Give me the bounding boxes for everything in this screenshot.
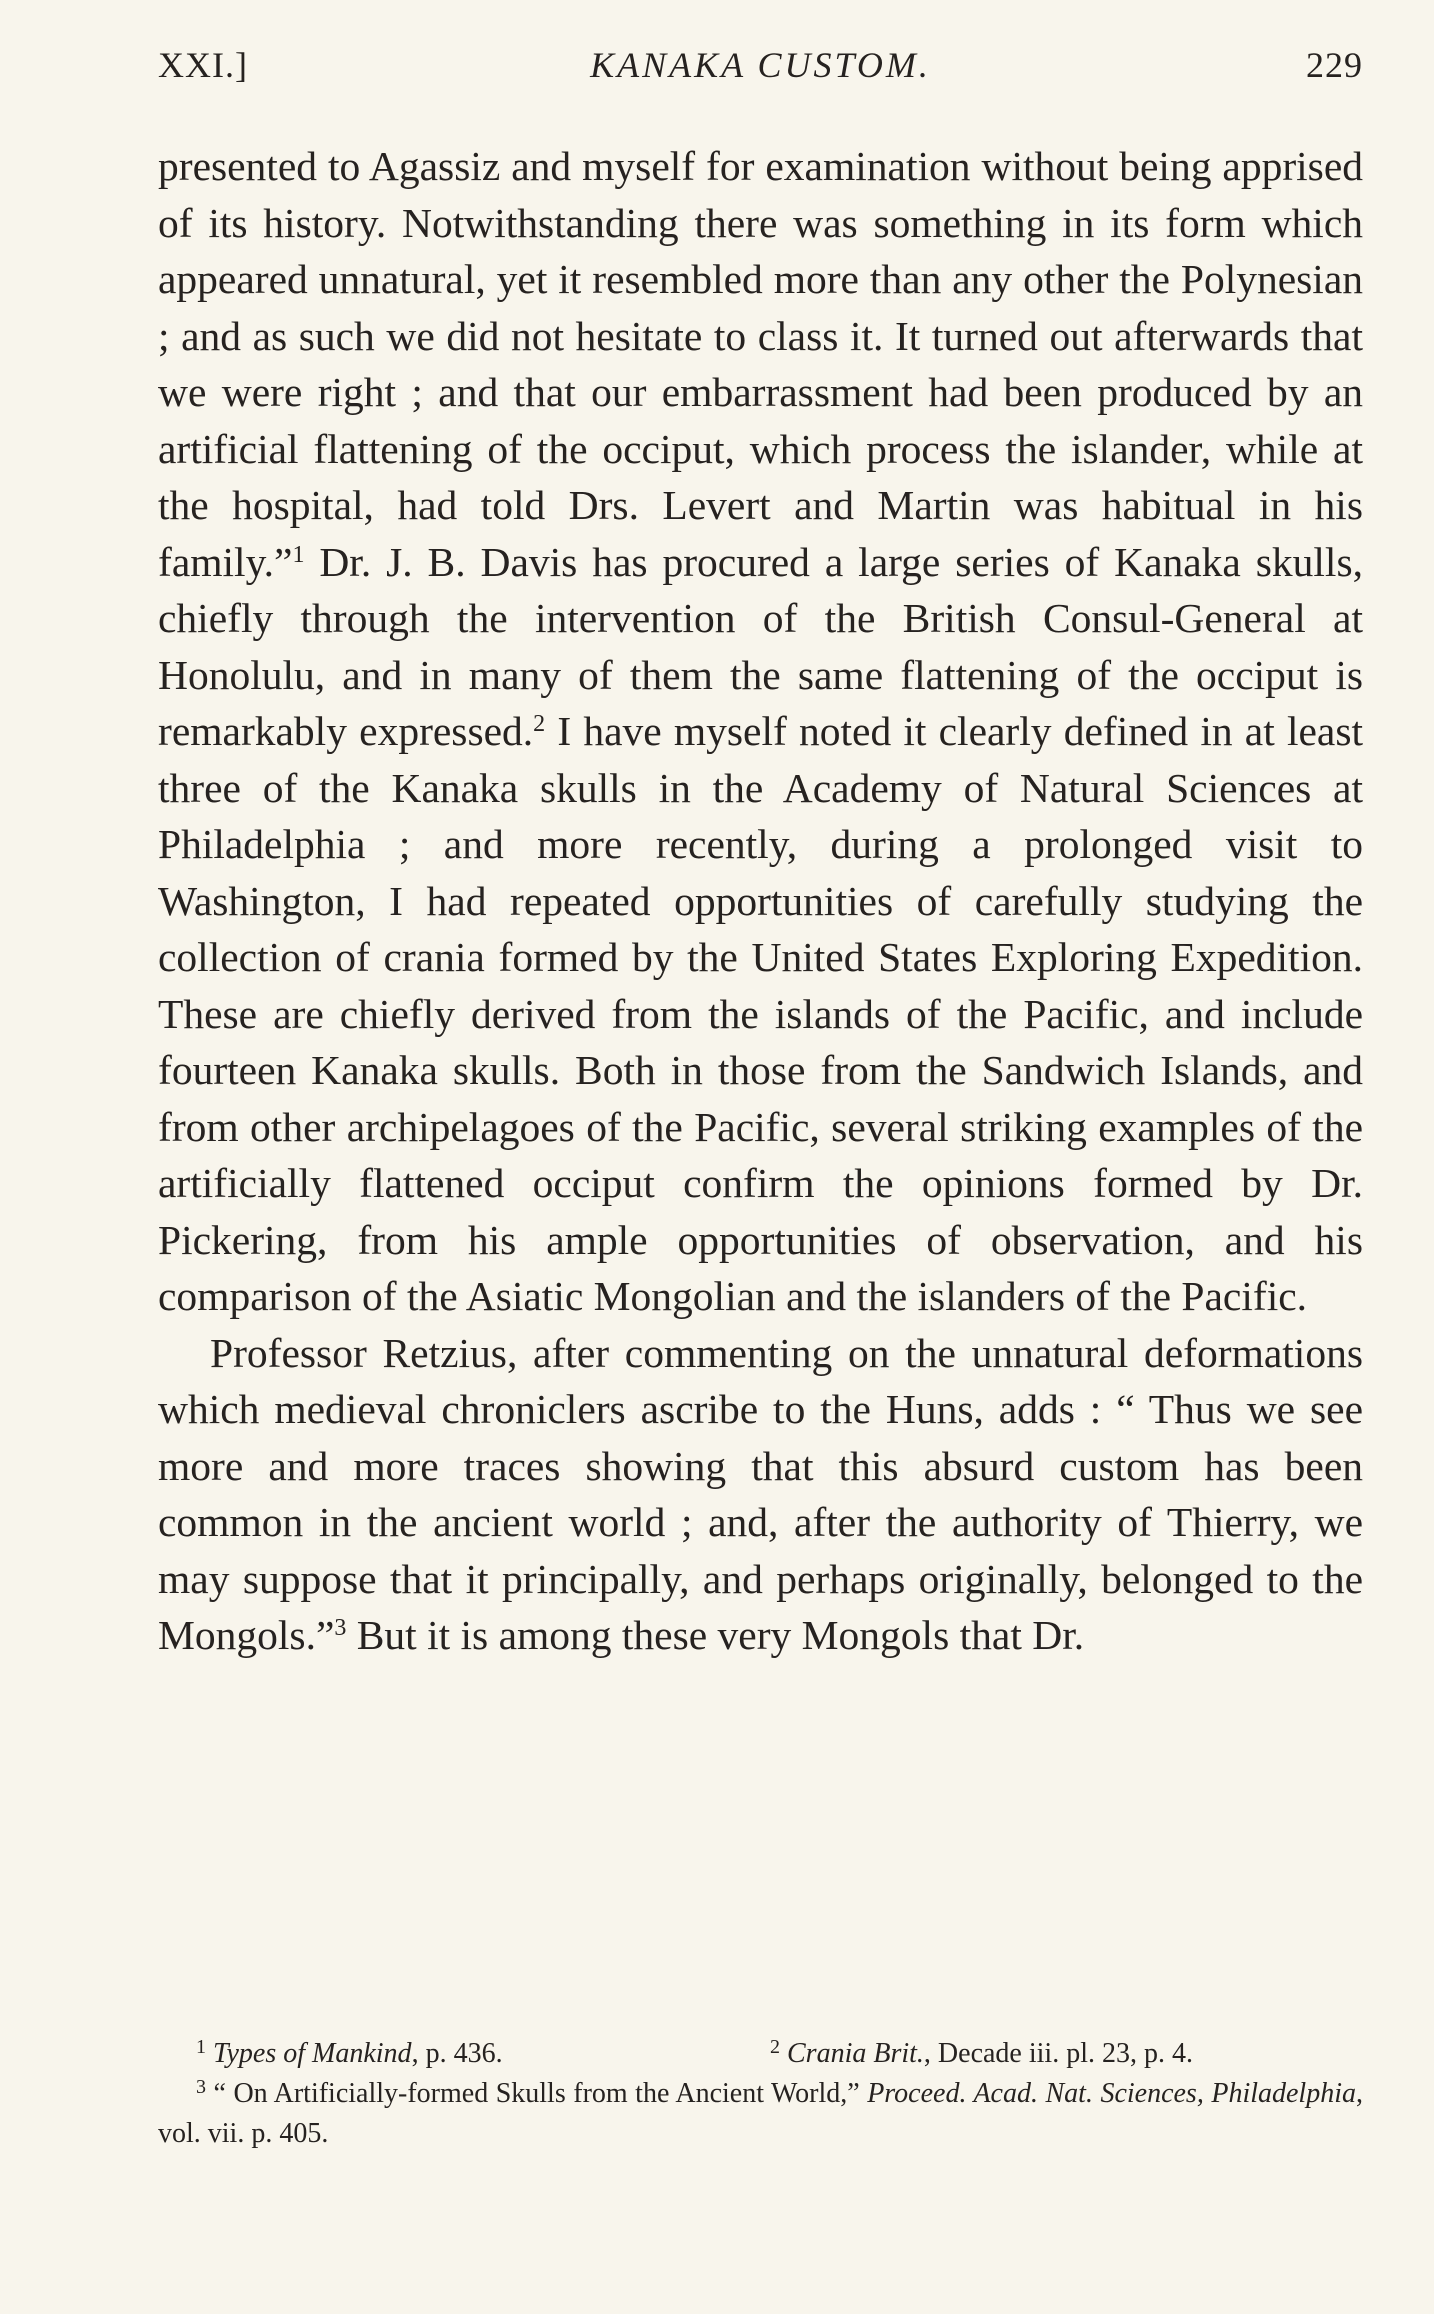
- footnote-ref-1: 1: [292, 541, 305, 568]
- footnote-1-rest: , p. 436.: [411, 2038, 503, 2069]
- footnote-row-1-2: [158, 2034, 1363, 2074]
- footnote-3-journal: Proceed. Acad. Nat. Sciences, Philadelphia: [867, 2078, 1356, 2109]
- page-number: 229: [1306, 45, 1363, 85]
- footnote-1-number: 1: [196, 2036, 206, 2058]
- running-head: [158, 44, 1363, 104]
- chapter-number: XXI.]: [158, 45, 248, 85]
- footnote-ref-2: 2: [533, 711, 546, 737]
- footnotes: [158, 2034, 1363, 2154]
- paragraph-2: [158, 1325, 1363, 1664]
- footnote-2: [770, 2034, 1193, 2074]
- paragraph-2-text-a: Professor Retzius, after commenting on the unnatural deformations which medieval chroniclers ascribe to the Huns, adds : “ Thus we see more and more traces showing that this absurd custom has been common in the ancient world ; and, after the authority of Thierry, we may suppose that it principally, and perhaps originally, belonged to the Mongols.”: [158, 1329, 1363, 1658]
- paragraph-2-text-b: But it is among these very Mongols that Dr.: [346, 1612, 1085, 1658]
- paragraph-1-text-c: I have myself noted it clearly defined in at least three of the Kanaka skulls in the Academy of Natural Sciences at Philadelphia ; and more recently, during a prolonged visit to Washington, I had repeated opportunities of carefully studying the collection of crania formed by the United States Exploring Expedition. These are chiefly derived from the islands of the Pacific, and include fourteen Kanaka skulls. Both in those from the Sandwich Islands, and from other archipelagoes of the Pacific, several striking examples of the artificially flattened occiput confirm the opinions formed by Dr. Pickering, from his ample opportunities of observation, and his comparison of the Asiatic Mongolian and the islanders of the Pacific.: [158, 708, 1363, 1319]
- footnote-3-rest: , vol. vii. p. 405.: [158, 2078, 1363, 2149]
- footnote-3-number: 3: [196, 2076, 206, 2098]
- footnote-1: [196, 2034, 503, 2074]
- footnote-1-title: Types of Mankind: [213, 2038, 412, 2069]
- running-title: KANAKA CUSTOM.: [590, 45, 931, 85]
- footnote-ref-3: 3: [334, 1615, 347, 1641]
- paragraph-1-text-a: presented to Agassiz and myself for examination without being apprised of its history. Notwithstanding there was something in its form which appeared unnatural, yet it resembled more than any other the Polynesian ; and as such we did not hesitate to class it. It turned out afterwards that we were right ; and that our embarrassment had been produced by an artificial flattening of the occiput, which process the islander, while at the hospital, had told Drs. Levert and Martin was habitual in his family.”: [158, 143, 1363, 585]
- footnote-2-rest: , Decade iii. pl. 23, p. 4.: [923, 2038, 1193, 2069]
- body-text: [158, 138, 1363, 1664]
- footnote-2-title: Crania Brit.: [787, 2038, 924, 2069]
- paragraph-1-text-b: Dr. J. B. Davis has procured a large series of Kanaka skulls, chiefly through the intervention of the British Consul-General at Honolulu, and in many of them the same flattening of the occiput is remarkably expressed.: [158, 538, 1363, 754]
- footnote-3-text: “ On Artificially-formed Skulls from the Ancient World,”: [206, 2078, 868, 2109]
- footnote-3: [158, 2074, 1363, 2154]
- paragraph-1: [158, 138, 1363, 1325]
- footnote-2-number: 2: [770, 2036, 780, 2058]
